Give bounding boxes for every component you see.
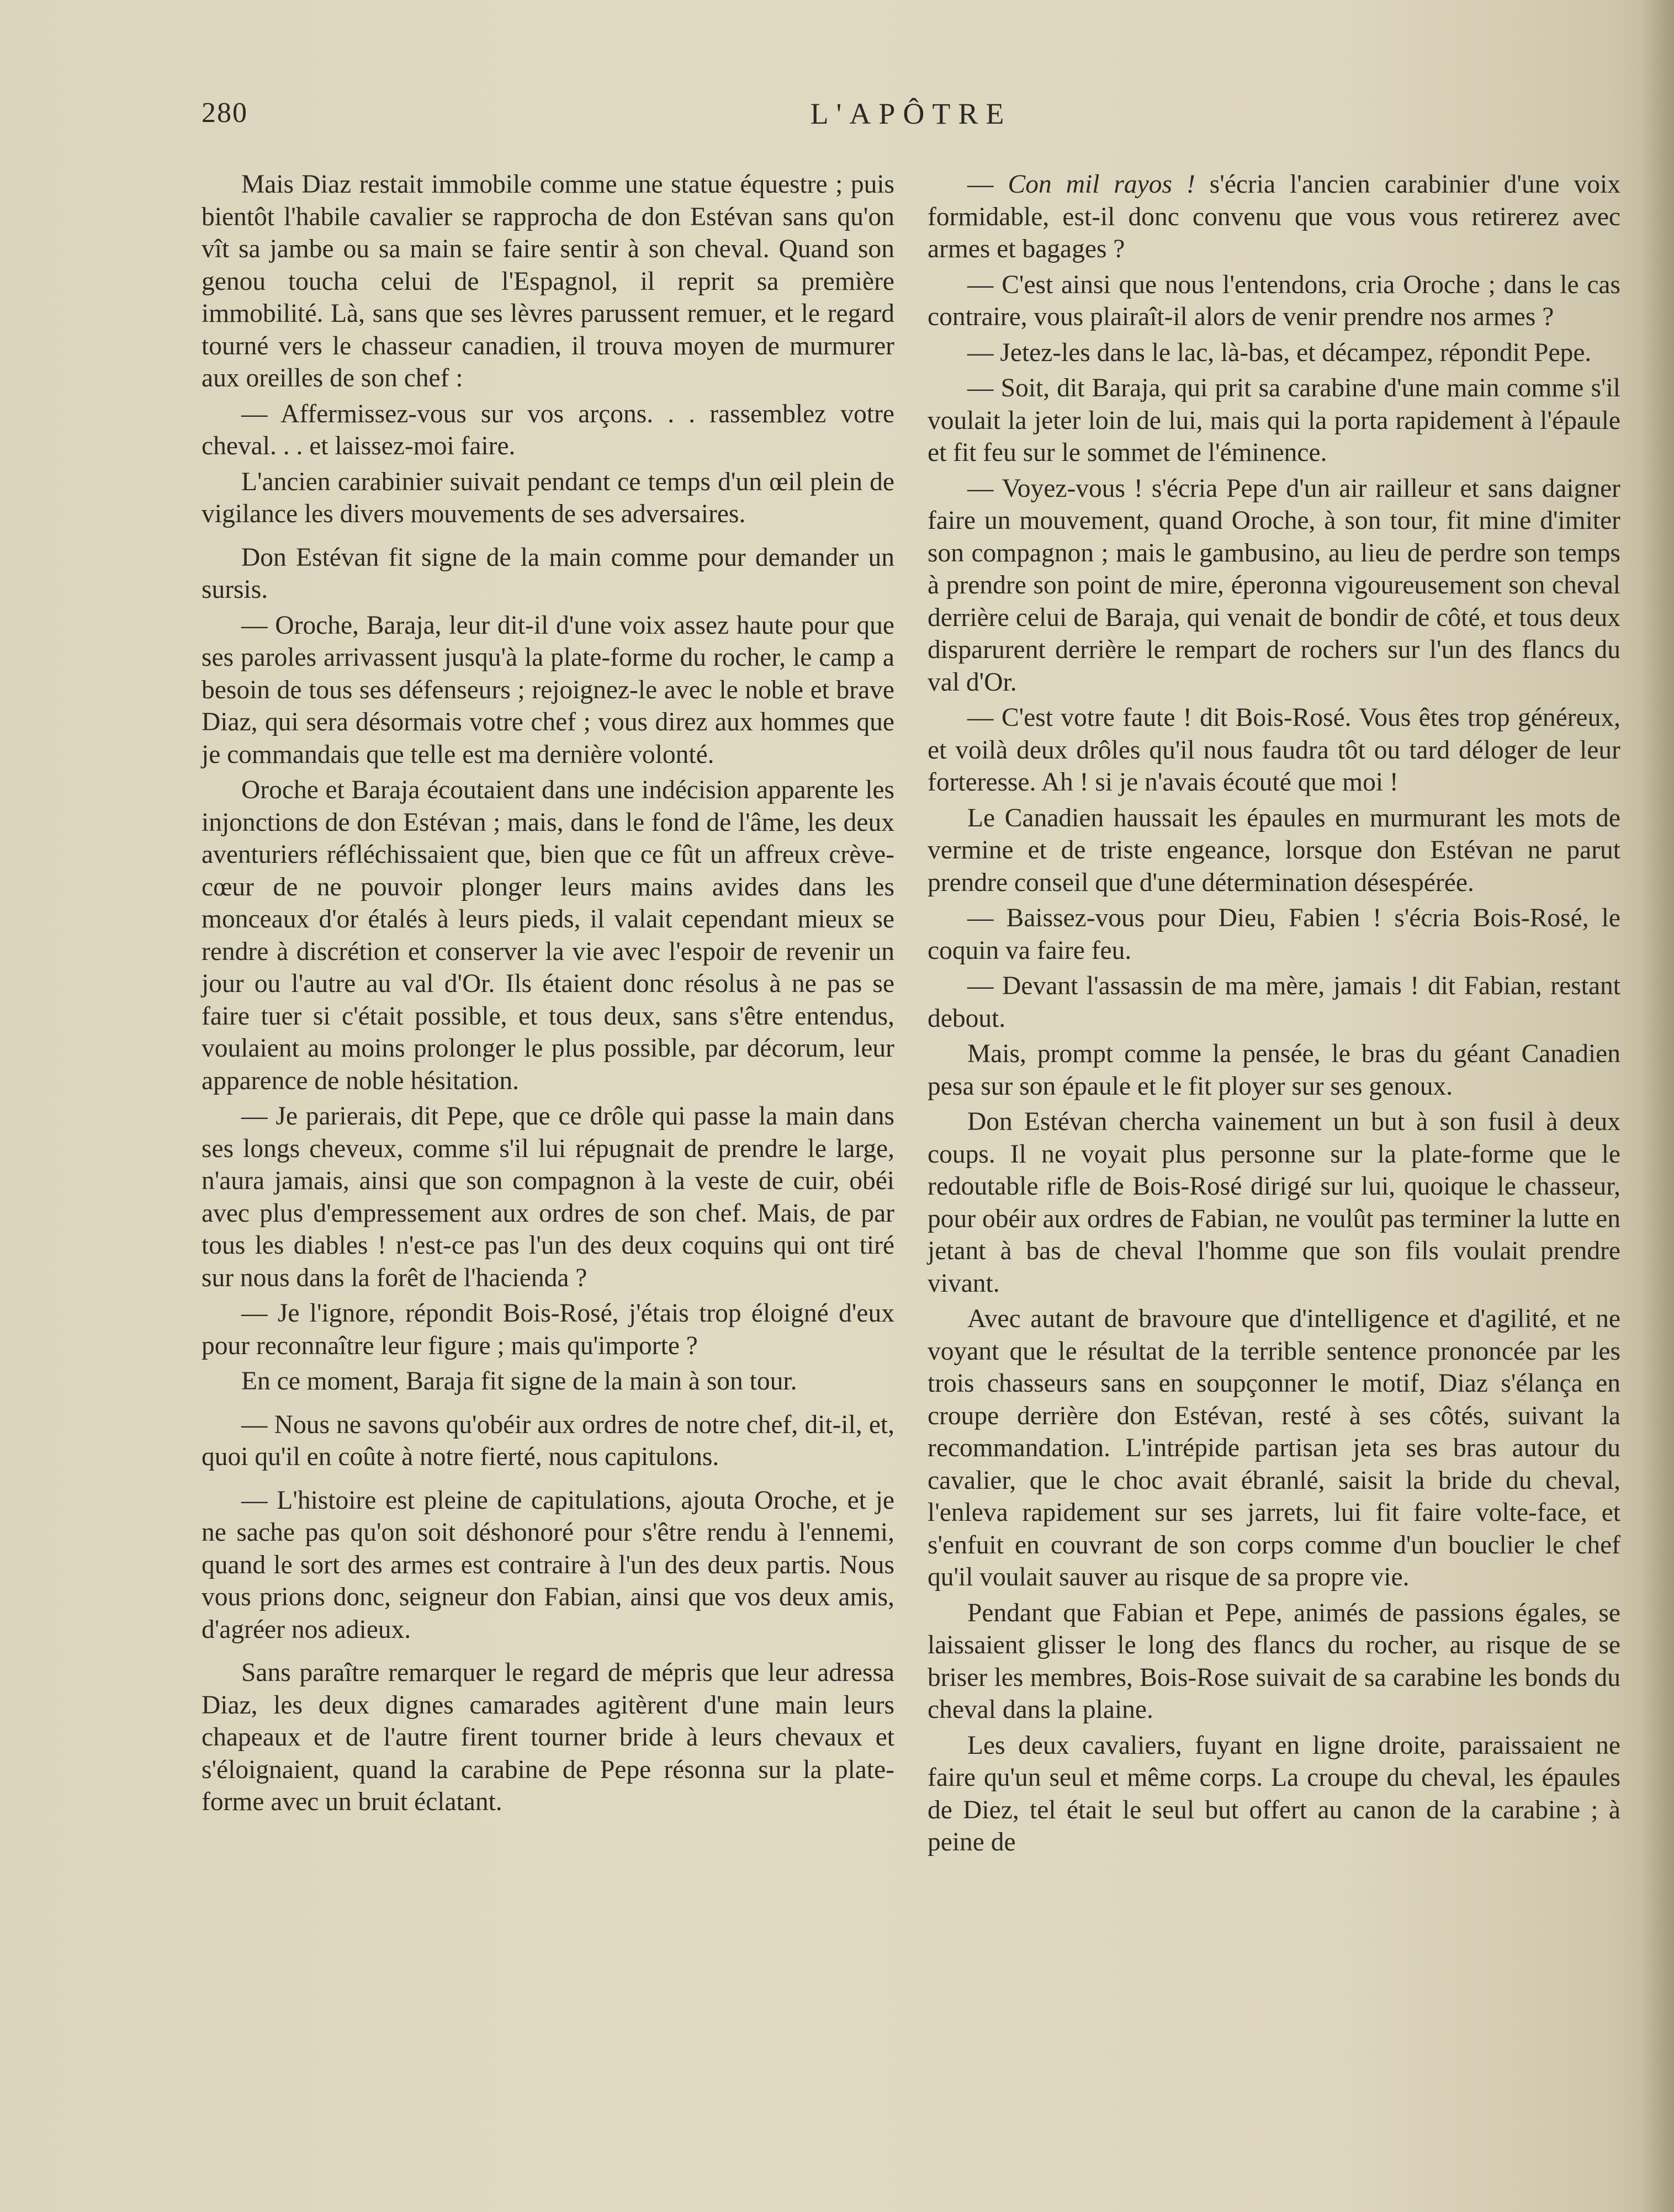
paragraph: Les deux cavaliers, fuyant en ligne droite, paraissaient ne faire qu'un seul et même corps. La croupe du cheval, les épaules de Diez, tel était le seul but offert au canon de la carabine ; à peine de bbox=[928, 1731, 1620, 1856]
running-title: L'APÔTRE bbox=[810, 97, 1012, 130]
paragraph: — Baissez-vous pour Dieu, Fabien ! s'écria Bois-Rosé, le coquin va faire feu. bbox=[928, 904, 1620, 965]
paragraph: En ce moment, Baraja fit signe de la main à son tour. bbox=[241, 1367, 797, 1396]
paragraph: L'ancien carabinier suivait pendant ce temps d'un œil plein de vigilance les divers mouvements de ses adversaires. bbox=[202, 467, 894, 528]
right-column bbox=[928, 168, 1620, 1862]
paragraph: Don Estévan fit signe de la main comme pour demander un sursis. bbox=[202, 543, 894, 604]
paragraph: — Soit, dit Baraja, qui prit sa carabine d'une main comme s'il voulait la jeter loin de lui, mais qui la porta rapidement à l'épaule et fit feu sur le sommet de l'éminence. bbox=[928, 374, 1620, 467]
paragraph: Oroche et Baraja écoutaient dans une indécision apparente les injonctions de don Estévan ; mais, dans le fond de l'âme, les deux aventuriers réfléchissaient que, bien que ce fût un affreux crève-cœur de ne pouvoir plonger leurs mains avides dans les monceaux d'or étalés à leurs pieds, il valait cependant mieux se rendre à discrétion et conserver la vie avec l'espoir de revenir un jour ou l'autre au val d'Or. Ils étaient donc résolus à ne pas se faire tuer si c'était possible, et tous deux, sans s'être entendus, voulaient au moins prolonger le plus possible, par décorum, leur apparence de noble hésitation. bbox=[202, 776, 894, 1095]
paragraph: — C'est ainsi que nous l'entendons, cria Oroche ; dans le cas contraire, vous plairaît-il alors de venir prendre nos armes ? bbox=[928, 270, 1620, 331]
italic-exclamation: Con mil rayos ! bbox=[1008, 170, 1195, 199]
paragraph: — Con mil rayos ! s'écria l'ancien carabinier d'une voix formidable, est-il donc convenu que vous vous retirerez avec armes et bagages ? bbox=[928, 170, 1621, 263]
paragraph: — Oroche, Baraja, leur dit-il d'une voix assez haute pour que ses paroles arrivassent jusqu'à la plate-forme du rocher, le camp a besoin de tous ses défenseurs ; rejoignez-le avec le noble et brave Diaz, qui sera désormais votre chef ; vous direz aux hommes que je commandais que telle est ma dernière volonté. bbox=[202, 611, 894, 769]
paragraph: — Voyez-vous ! s'écria Pepe d'un air railleur et sans daigner faire un mouvement, quand Oroche, à son tour, fit mine d'imiter son compagnon ; mais le gambusino, au lieu de perdre son temps à prendre son point de mire, éperonna vigoureusement son cheval derrière celui de Baraja, qui venait de bondir de côté, et tous deux disparurent derrière le rempart de rochers sur l'un des flancs du val d'Or. bbox=[928, 474, 1620, 697]
paragraph: — Jetez-les dans le lac, là-bas, et décampez, répondit Pepe. bbox=[967, 338, 1592, 367]
paragraph: Mais Diaz restait immobile comme une statue équestre ; puis bientôt l'habile cavalier se rapprocha de don Estévan sans qu'on vît sa jambe ou sa main se faire sentir à son cheval. Quand son genou toucha celui de l'Espagnol, il reprit sa première immobilité. Là, sans que ses lèvres parussent remuer, et le regard tourné vers le chasseur canadien, il trouva moyen de murmurer aux oreilles de son chef : bbox=[202, 170, 894, 392]
left-column bbox=[202, 168, 894, 1822]
paragraph: Sans paraître remarquer le regard de mépris que leur adressa Diaz, les deux dignes camarades agitèrent d'une main leurs chapeaux et de l'autre firent tourner bride à leurs chevaux et s'éloignaient, quand la carabine de Pepe résonna sur la plate-forme avec un bruit éclatant. bbox=[202, 1658, 894, 1816]
paragraph: Don Estévan chercha vainement un but à son fusil à deux coups. Il ne voyait plus personne sur la plate-forme que le redoutable rifle de Bois-Rosé dirigé sur lui, quoique le chasseur, pour obéir aux ordres de Fabian, ne voulût pas terminer la lutte en jetant à bas de cheval l'homme que son fils voulait prendre vivant. bbox=[928, 1107, 1620, 1298]
paragraph: — Je l'ignore, répondit Bois-Rosé, j'étais trop éloigné d'eux pour reconnaître leur figure ; mais qu'importe ? bbox=[202, 1299, 894, 1360]
paragraph: Avec autant de bravoure que d'intelligence et d'agilité, et ne voyant que le résultat de la terrible sentence prononcée par les trois chasseurs sans en soupçonner le motif, Diaz s'élança en croupe derrière don Estévan, resté à ses côtés, suivant la recommandation. L'intrépide partisan jeta ses bras autour du cavalier, que le choc avait ébranlé, saisit la bride du cheval, l'enleva rapidement sur ses jarrets, lui fit faire volte-face, et s'enfuit en couvrant de son corps comme d'un bouclier le chef qu'il voulait sauver au risque de sa propre vie. bbox=[928, 1304, 1620, 1592]
page-number: 280 bbox=[202, 97, 248, 129]
paragraph: — L'histoire est pleine de capitulations, ajouta Oroche, et je ne sache pas qu'on soit déshonoré pour s'être rendu à l'ennemi, quand le sort des armes est contraire à l'un des deux partis. Nous vous prions donc, seigneur don Fabian, ainsi que vos deux amis, d'agréer nos adieux. bbox=[202, 1486, 894, 1644]
paragraph: — Devant l'assassin de ma mère, jamais ! dit Fabian, restant debout. bbox=[928, 972, 1620, 1033]
paragraph: Pendant que Fabian et Pepe, animés de passions égales, se laissaient glisser le long des flancs du rocher, au risque de se briser les membres, Bois-Rose suivait de sa carabine les bonds du cheval dans la plaine. bbox=[928, 1598, 1620, 1724]
paragraph-text: s'écria l'ancien carabinier d'une voix formidable, est-il donc convenu que vous vous retirerez avec armes et bagages ? bbox=[928, 170, 1621, 263]
page-edge-shadow bbox=[1641, 0, 1674, 2212]
paragraph: — C'est votre faute ! dit Bois-Rosé. Vous êtes trop généreux, et voilà deux drôles qu'il nous faudra tôt ou tard déloger de leur forteresse. Ah ! si je n'avais écouté que moi ! bbox=[928, 703, 1620, 797]
paragraph: — Affermissez-vous sur vos arçons. . . rassemblez votre cheval. . . et laissez-moi faire. bbox=[202, 399, 894, 460]
paragraph: Le Canadien haussait les épaules en murmurant les mots de vermine et de triste engeance, lorsque don Estévan ne parut prendre conseil que d'une détermination désespérée. bbox=[928, 803, 1620, 897]
paragraph: Mais, prompt comme la pensée, le bras du géant Canadien pesa sur son épaule et le fit ployer sur ses genoux. bbox=[928, 1039, 1620, 1101]
paragraph: — Nous ne savons qu'obéir aux ordres de notre chef, dit-il, et, quoi qu'il en coûte à notre fierté, nous capitulons. bbox=[202, 1410, 894, 1471]
page-header bbox=[202, 97, 1620, 146]
paragraph: — Je parierais, dit Pepe, que ce drôle qui passe la main dans ses longs cheveux, comme s'il lui répugnait de prendre le large, n'aura jamais, ainsi que son compagnon à la veste de cuir, obéi avec plus d'empressement aux ordres de son chef. Mais, de par tous les diables ! n'est-ce pas l'un des deux coquins qui ont tiré sur nous dans la forêt de l'hacienda ? bbox=[202, 1102, 894, 1292]
